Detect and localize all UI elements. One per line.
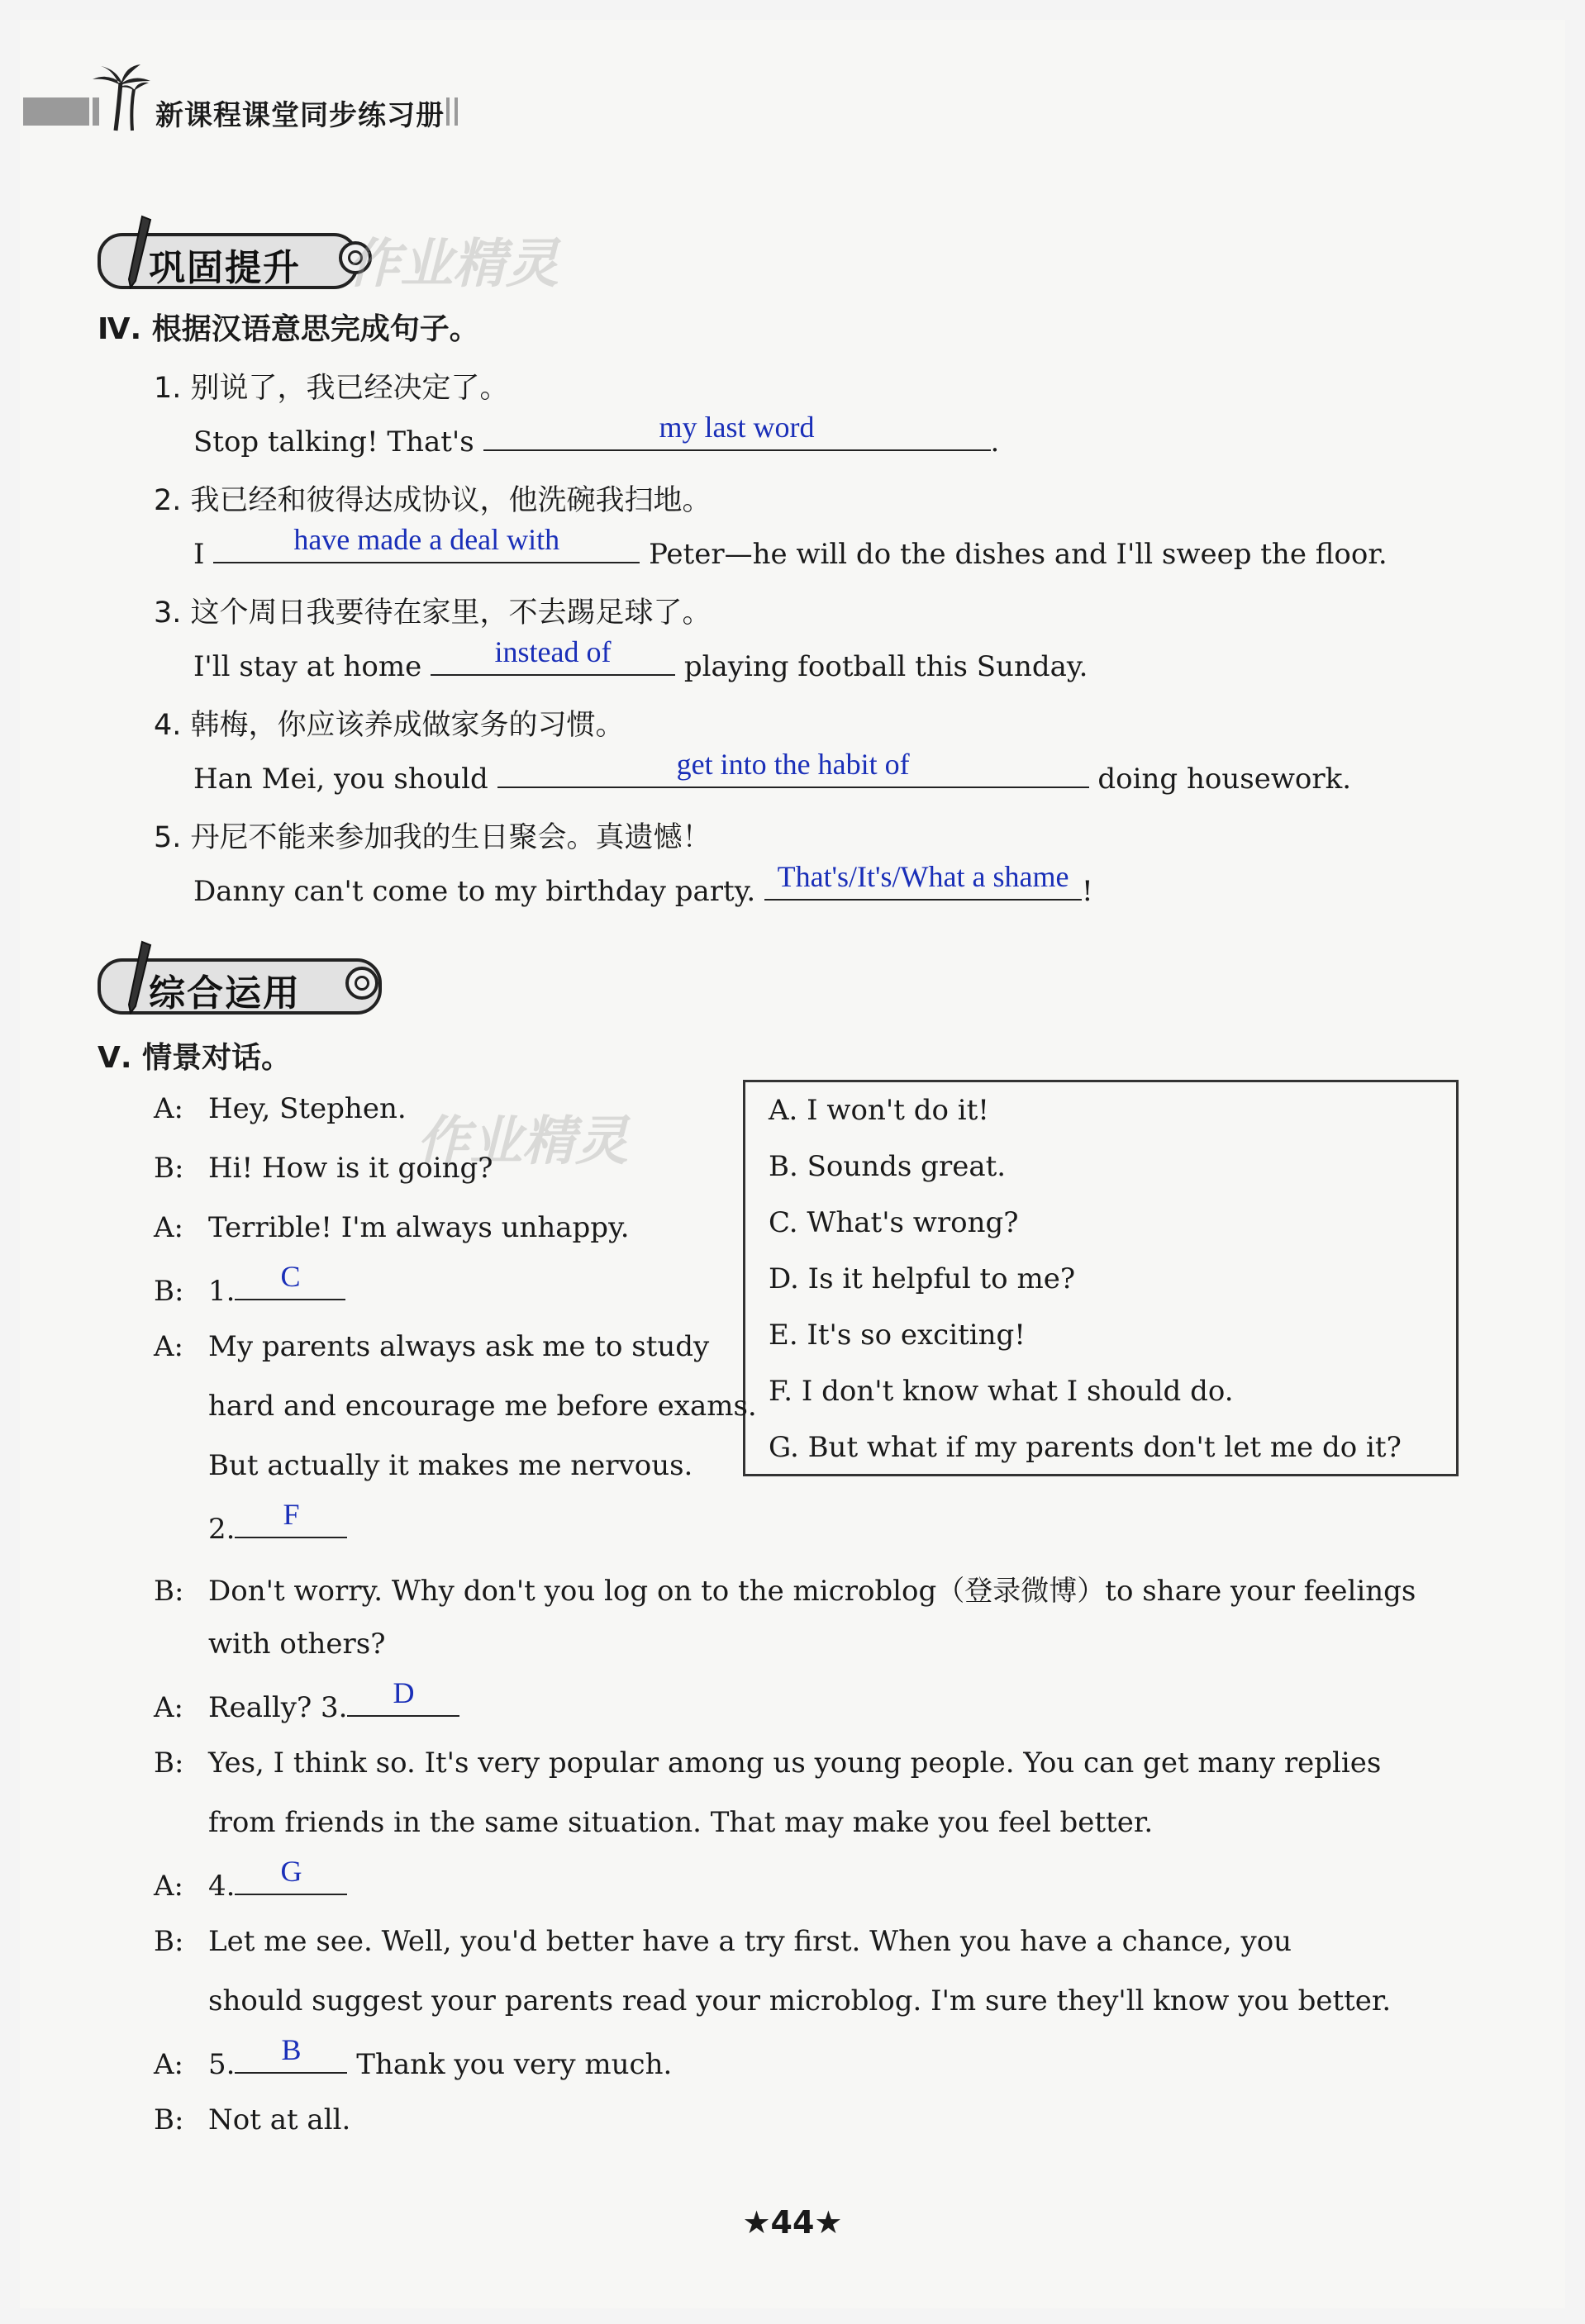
- header-title: 新课程课堂同步练习册: [155, 99, 445, 132]
- dialogue-line: should suggest your parents read your microblog. I'm sure they'll know you better.: [208, 1984, 1392, 2017]
- dialogue-line: B: Not at all.: [154, 2103, 351, 2136]
- item1-answer: my last word: [659, 411, 815, 444]
- dialogue-blank-4[interactable]: [235, 1855, 347, 1895]
- dialogue-answer-4: G: [280, 1855, 302, 1888]
- option-g: G. But what if my parents don't let me do it?: [769, 1431, 1402, 1464]
- dialogue-blank-1[interactable]: [235, 1260, 345, 1300]
- dialogue-line: B: Let me see. Well, you'd better have a try first. When you have a chance, you: [154, 1925, 1292, 1958]
- pencil-icon: [124, 215, 152, 289]
- section-banner-comprehensive: [98, 958, 395, 1015]
- dialogue-line: 2. F: [208, 1509, 347, 1546]
- item3-sentence: I'll stay at home instead of playing football this Sunday.: [193, 635, 1088, 683]
- item2-chinese: 2. 我已经和彼得达成协议，他洗碗我扫地。: [154, 484, 712, 517]
- dialogue-line: But actually it makes me nervous.: [208, 1449, 693, 1482]
- option-a: A. I won't do it!: [769, 1094, 989, 1127]
- item3-answer: instead of: [494, 635, 612, 668]
- item5-blank[interactable]: [764, 860, 1082, 901]
- watermark: 作业精灵: [347, 234, 559, 295]
- pencil-icon: [124, 940, 152, 1015]
- option-b: B. Sounds great.: [769, 1150, 1007, 1183]
- dialogue-line: A: Hey, Stephen.: [154, 1092, 407, 1125]
- banner-label: 综合运用: [149, 972, 301, 1015]
- dialogue-line: B: 1. C: [154, 1271, 345, 1308]
- dialogue-blank-3[interactable]: [347, 1676, 459, 1717]
- dialogue-line: B: Yes, I think so. It's very popular among us young people. You can get many replies: [154, 1747, 1382, 1780]
- option-d: D. Is it helpful to me?: [769, 1262, 1076, 1295]
- header-bar: [23, 97, 89, 126]
- item1-chinese: 1. 别说了，我已经决定了。: [154, 372, 509, 405]
- dialogue-line: A: Terrible! I'm always unhappy.: [154, 1211, 630, 1244]
- item3-chinese: 3. 这个周日我要待在家里，不去踢足球了。: [154, 596, 712, 630]
- dialogue-line: A: 4. G: [154, 1865, 347, 1903]
- banner-label: 巩固提升: [149, 247, 301, 289]
- section2-heading: Ⅴ. 情景对话。: [98, 1041, 292, 1075]
- item2-blank[interactable]: [213, 523, 640, 563]
- dialogue-line: A: My parents always ask me to study: [154, 1330, 710, 1363]
- dialogue-line: hard and encourage me before exams.: [208, 1390, 757, 1423]
- section1-heading: Ⅳ. 根据汉语意思完成句子。: [98, 312, 479, 346]
- item1-sentence: Stop talking! That's my last word .: [193, 411, 1000, 459]
- dialogue-answer-1: C: [280, 1260, 301, 1293]
- item3-blank[interactable]: [431, 635, 675, 676]
- dialogue-line: A: Really? 3. D: [154, 1687, 459, 1724]
- option-f: F. I don't know what I should do.: [769, 1375, 1234, 1408]
- dialogue-blank-5[interactable]: [235, 2033, 347, 2074]
- item2-sentence: I have made a deal with Peter—he will do the dishes and I'll sweep the floor.: [193, 523, 1387, 571]
- page-number: ★44★: [742, 2204, 843, 2241]
- dialogue-line: from friends in the same situation. That may make you feel better.: [208, 1806, 1154, 1839]
- item2-answer: have made a deal with: [293, 523, 560, 556]
- item4-blank[interactable]: [497, 748, 1089, 788]
- option-c: C. What's wrong?: [769, 1206, 1019, 1239]
- dialogue-answer-5: B: [281, 2033, 302, 2066]
- dialogue-answer-3: D: [393, 1676, 415, 1709]
- item5-sentence: Danny can't come to my birthday party. That's/It's/What a shame !: [193, 860, 1093, 908]
- item4-sentence: Han Mei, you should get into the habit of doing housework.: [193, 748, 1352, 796]
- item4-chinese: 4. 韩梅，你应该养成做家务的习惯。: [154, 709, 625, 742]
- dialogue-answer-2: F: [283, 1498, 300, 1531]
- dialogue-line: with others?: [208, 1628, 386, 1661]
- options-box: [743, 1080, 1459, 1476]
- item4-answer: get into the habit of: [676, 748, 910, 781]
- option-e: E. It's so exciting!: [769, 1319, 1026, 1352]
- dialogue-line: B: Don't worry. Why don't you log on to the microblog（登录微博）to share your feelings: [154, 1575, 1416, 1608]
- section-banner-consolidate: [98, 233, 378, 289]
- item5-chinese: 5. 丹尼不能来参加我的生日聚会。真遗憾！: [154, 821, 712, 854]
- palm-tree-icon: [83, 58, 157, 132]
- header-end-marks: [446, 97, 458, 126]
- watermark: 作业精灵: [416, 1111, 628, 1172]
- dialogue-line: A: 5. B Thank you very much.: [154, 2033, 673, 2081]
- dialogue-line: B: Hi! How is it going?: [154, 1152, 493, 1185]
- item5-answer: That's/It's/What a shame: [777, 860, 1069, 893]
